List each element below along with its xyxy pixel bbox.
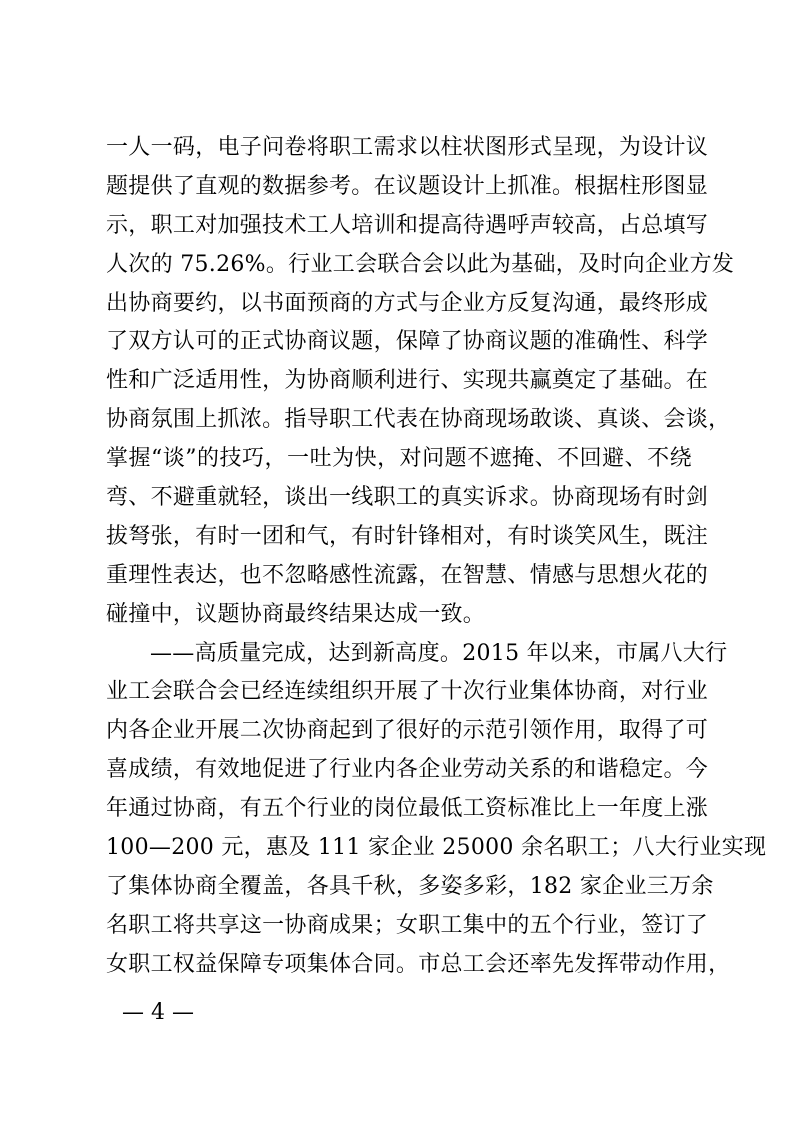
page-number: — 4 — <box>122 1000 194 1025</box>
text-line: ——高质量完成，达到新高度。2015 年以来，市属八大行 <box>150 640 728 666</box>
text-line: 掌握“谈”的技巧，一吐为快，对问题不遮掩、不回避、不绕 <box>106 446 692 472</box>
text-line: 一人一码，电子问卷将职工需求以柱状图形式呈现，为设计议 <box>106 135 709 160</box>
text-line: 协商氛围上抓浓。指导职工代表在协商现场敢谈、真谈、会谈， <box>106 407 731 433</box>
body-text <box>106 129 767 985</box>
text-line: 业工会联合会已经连续组织开展了十次行业集体协商，对行业 <box>106 679 709 705</box>
text-line: 题提供了直观的数据参考。在议题设计上抓准。根据柱形图显 <box>106 173 709 199</box>
text-line: 内各企业开展二次协商起到了很好的示范引领作用，取得了可 <box>106 718 709 744</box>
text-line: 重理性表达，也不忽略感性流露，在智慧、情感与思想火花的 <box>106 562 709 588</box>
text-line: 年通过协商，有五个行业的岗位最低工资标准比上一年度上涨 <box>106 796 709 822</box>
text-line: 喜成绩，有效地促进了行业内各企业劳动关系的和谐稳定。今 <box>106 757 709 783</box>
text-line: 性和广泛适用性，为协商顺利进行、实现共赢奠定了基础。在 <box>106 368 709 394</box>
text-line: 拔弩张，有时一团和气，有时针锋相对，有时谈笑风生，既注 <box>106 523 709 549</box>
text-line: 人次的 75.26%。行业工会联合会以此为基础，及时向企业方发 <box>106 251 735 277</box>
text-line: 了双方认可的正式协商议题，保障了协商议题的准确性、科学 <box>106 329 709 355</box>
text-line: 示，职工对加强技术工人培训和提高待遇呼声较高，占总填写 <box>106 212 709 238</box>
text-line: 名职工将共享这一协商成果；女职工集中的五个行业，签订了 <box>106 912 709 938</box>
text-line: 女职工权益保障专项集体合同。市总工会还率先发挥带动作用， <box>106 951 731 977</box>
text-line: 出协商要约，以书面预商的方式与企业方反复沟通，最终形成 <box>106 290 709 316</box>
text-line: 碰撞中，议题协商最终结果达成一致。 <box>106 601 486 627</box>
text-line: 了集体协商全覆盖，各具千秋，多姿多彩，182 家企业三万余 <box>106 873 714 899</box>
text-line: 100—200 元，惠及 111 家企业 25000 余名职工；八大行业实现 <box>106 835 767 861</box>
text-line: 弯、不避重就轻，谈出一线职工的真实诉求。协商现场有时剑 <box>106 485 709 511</box>
